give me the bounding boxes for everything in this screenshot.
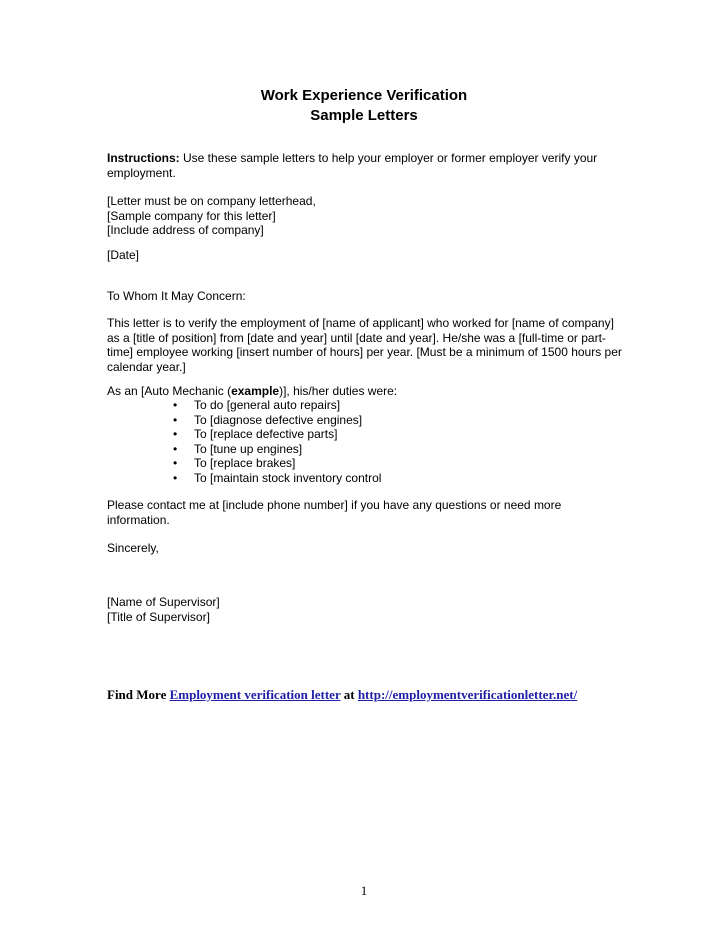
- duty-text: To do [general auto repairs]: [194, 398, 341, 412]
- instructions-text: Use these sample letters to help your employer or former employer verify your employment.: [107, 151, 598, 180]
- letterhead-block: [107, 194, 627, 238]
- footer-find-more: [107, 688, 577, 703]
- contact-paragraph: Please contact me at [include phone number] if you have any questions or need more information.: [107, 498, 562, 527]
- footer-prefix: Find More: [107, 687, 170, 702]
- duties-list: [107, 398, 627, 485]
- page-number: 1: [360, 883, 368, 898]
- duty-text: To [replace defective parts]: [194, 427, 338, 441]
- list-item: [107, 471, 627, 486]
- letterhead-line: [Sample company for this letter]: [107, 208, 276, 223]
- supervisor-name: [Name of Supervisor]: [107, 595, 220, 609]
- footer-middle: at: [340, 687, 358, 702]
- duty-text: To [diagnose defective engines]: [194, 412, 363, 427]
- site-url-link[interactable]: http://employmentverificationletter.net/: [357, 687, 578, 702]
- letterhead-line: [Letter must be on company letterhead,: [107, 194, 316, 208]
- date-placeholder: [Date]: [107, 248, 140, 262]
- closing: Sincerely,: [107, 541, 159, 555]
- duties-intro-end: )], his/her duties were:: [279, 384, 398, 398]
- bullet-icon: •: [173, 441, 178, 456]
- body-paragraph: This letter is to verify the employment of [name of applicant] who worked for [name of company] as a [title of position] from [date and year] until [date and year]. He/she was a [full-time or part-time] employee working [insert number of hours] per year. [Must be a minimum of 1500 hours per calendar year.]: [107, 316, 622, 374]
- document-subtitle: Sample Letters: [310, 107, 418, 124]
- bullet-icon: •: [173, 398, 178, 412]
- supervisor-title: [Title of Supervisor]: [107, 609, 210, 624]
- instructions-label: Instructions:: [107, 151, 180, 165]
- duty-text: To [replace brakes]: [194, 456, 296, 470]
- instructions-paragraph: [107, 151, 627, 180]
- signature-block: [107, 595, 627, 624]
- bullet-icon: •: [173, 456, 178, 470]
- duties-intro-example: example: [231, 384, 280, 398]
- list-item: [107, 398, 627, 413]
- list-item: [107, 456, 627, 471]
- duty-text: To [maintain stock inventory control: [194, 470, 382, 485]
- duties-intro: [107, 384, 627, 399]
- bullet-icon: •: [173, 470, 178, 485]
- duties-intro-start: As an [Auto Mechanic (: [107, 384, 232, 398]
- document-title: Work Experience Verification: [260, 87, 468, 104]
- employment-verification-link[interactable]: Employment verification letter: [169, 687, 341, 702]
- bullet-icon: •: [173, 412, 178, 427]
- bullet-icon: •: [173, 427, 178, 441]
- list-item: [107, 442, 627, 457]
- duty-text: To [tune up engines]: [194, 441, 303, 456]
- salutation: To Whom It May Concern:: [107, 289, 246, 303]
- list-item: [107, 427, 627, 442]
- letterhead-line: [Include address of company]: [107, 223, 264, 237]
- list-item: [107, 413, 627, 428]
